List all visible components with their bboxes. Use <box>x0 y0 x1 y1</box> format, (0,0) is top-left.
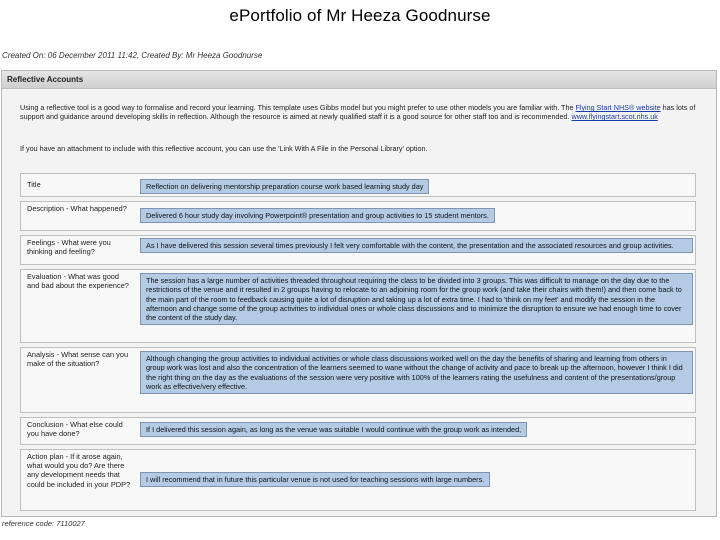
attachment-note: If you have an attachment to include with this reflective account, you can use the 'Link With A File in the Personal Library' option. <box>20 144 428 153</box>
field-value-analysis[interactable]: Although changing the group activities to individual activities or whole class discussions worked well on the day the benefits of sharing and learning from others in group work was lost and also the concentration of the learners seemed to wane without the change of activity and pace to break up the afternoon, however I think I did the right thing on the day as the evaluations of the session were very positive with 100% of the learners rating the usefulness and content of the presentations/group work as effective/very effective. <box>140 351 693 394</box>
field-label-analysis: Analysis - What sense can you make of the situation? <box>27 350 129 369</box>
field-row-analysis <box>20 347 696 413</box>
page-title: ePortfolio of Mr Heeza Goodnurse <box>229 6 491 25</box>
intro-text <box>20 103 710 122</box>
field-value-feelings[interactable]: As I have delivered this session several times previously I felt very comfortable with the content, the presentation and the associated resources and group activities. <box>140 238 693 253</box>
field-row-evaluation <box>20 269 696 343</box>
field-row-description <box>20 201 696 231</box>
field-row-action-plan <box>20 449 696 511</box>
flying-start-link[interactable]: Flying Start NHS® website <box>575 103 661 112</box>
field-row-conclusion <box>20 417 696 445</box>
intro-text-part2: has lots of support and guidance around developing skills in reflection. Although the resource is aimed at newly qualified staff it is a good source for other staff too and is recommended. <box>20 103 696 122</box>
reference-code: reference code: 7110027 <box>2 519 85 528</box>
flying-start-url-link[interactable]: www.flyingstart.scot.nhs.uk <box>571 112 658 122</box>
created-info: Created On: 06 December 2011 11:42, Created By: Mr Heeza Goodnurse <box>2 51 263 60</box>
field-label-conclusion: Conclusion - What else could you have done? <box>27 420 123 439</box>
field-row-feelings <box>20 235 696 265</box>
field-label-description: Description - What happened? <box>27 204 127 213</box>
field-value-action-plan[interactable]: I will recommend that in future this particular venue is not used for teaching sessions with large numbers. <box>140 472 490 487</box>
field-row-title <box>20 173 696 197</box>
field-label-feelings: Feelings - What were you thinking and feeling? <box>27 238 111 257</box>
field-value-description[interactable]: Delivered 6 hour study day involving Powerpoint® presentation and group activities to 15 student mentors. <box>140 208 495 223</box>
field-label-title: Title <box>27 180 41 189</box>
reflective-accounts-panel <box>1 70 717 517</box>
field-label-action-plan: Action plan - If it arose again, what would you do? Are there any development needs that could be included in your PDP? <box>27 452 131 489</box>
field-label-evaluation: Evaluation - What was good and bad about the experience? <box>27 272 129 291</box>
intro-text-part1: Using a reflective tool is a good way to formalise and record your learning. This template uses Gibbs model but you might prefer to use other models you are familiar with. The <box>20 103 574 112</box>
field-value-conclusion[interactable]: If I delivered this session again, as long as the venue was suitable I would continue with the group work as intended, <box>140 422 527 437</box>
field-value-evaluation[interactable]: The session has a large number of activities threaded throughout requiring the class to be divided into 3 groups. This was difficult to manage on the day due to the restrictions of the venue and it resulted in 2 groups having to relocate to an adjoining room for the group work (and take their chairs with them!) and then come back to the main part of the room to feedback causing quite a lot of disruption and taking up a lot of extra time. I had to 'think on my feet' and modify the session in the afternoon and change some of the group activities to individual ones or whole class discussions and to minimize the disruption to ensure we had enough time to cover the content of the study day. <box>140 273 693 325</box>
panel-header: Reflective Accounts <box>2 71 716 89</box>
field-value-title[interactable]: Reflection on delivering mentorship preparation course work based learning study day <box>140 179 429 194</box>
